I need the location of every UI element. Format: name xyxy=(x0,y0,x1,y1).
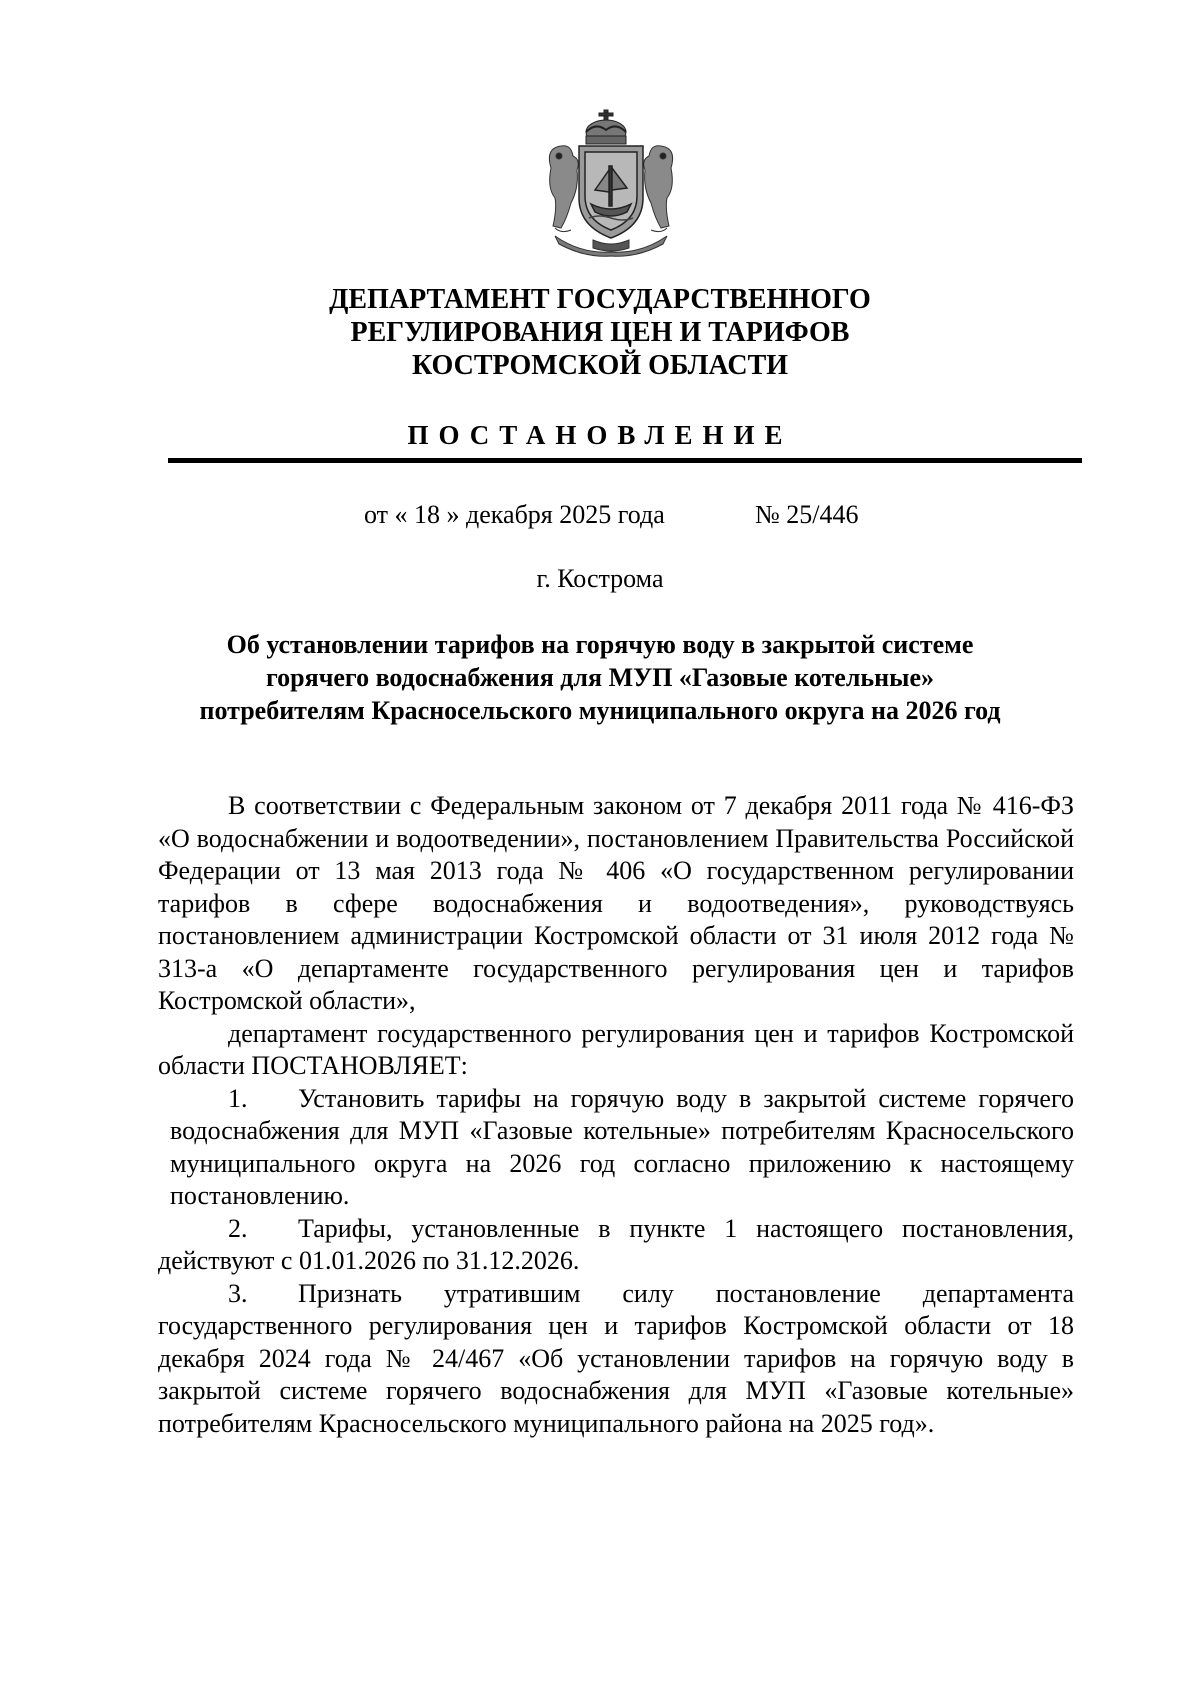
document-number: № 25/446 xyxy=(755,500,859,529)
resolves-paragraph: департамент государственного регулирования цен и тарифов Костромской области ПОСТАНОВЛЯЕТ: xyxy=(158,1018,1074,1080)
document-type: ПОСТАНОВЛЕНИЕ xyxy=(407,420,793,450)
document-date: от « 18 » декабря 2025 года xyxy=(364,500,665,529)
list-item xyxy=(158,1213,1074,1278)
item-text: Признать утратившим силу постановление департамента государственного регулирования цен и тарифов Костромской области от 18 декабря 2024 года № 24/467 «Об установлении тарифов на горячую воду в закрытой системе горячего водоснабжения для МУП «Газовые котельные» потребителям Красносельского муниципального района на 2025 год». xyxy=(158,1278,1074,1438)
department-line: РЕГУЛИРОВАНИЯ ЦЕН И ТАРИФОВ xyxy=(350,317,850,348)
item-text: Тарифы, установленные в пункте 1 настоящего постановления, действуют с 01.01.2026 по 31.12.2026. xyxy=(158,1213,1074,1275)
list-item xyxy=(158,1083,1074,1213)
document-title xyxy=(150,628,1050,727)
title-line: потребителям Красносельского муниципального округа на 2026 год xyxy=(199,696,1001,725)
department-line: КОСТРОМСКОЙ ОБЛАСТИ xyxy=(411,350,789,381)
document-body xyxy=(158,790,1074,1440)
title-line: Об установлении тарифов на горячую воду в закрытой системе xyxy=(226,630,974,659)
department-name xyxy=(200,283,1000,382)
coat-of-arms-icon xyxy=(541,108,681,258)
item-text: Установить тарифы на горячую воду в закрытой системе горячего водоснабжения для МУП «Газовые котельные» потребителям Красносельского муниципального округа на 2026 год согласно приложению к настоящему постановлению. xyxy=(170,1083,1074,1210)
department-line: ДЕПАРТАМЕНТ ГОСУДАРСТВЕННОГО xyxy=(329,284,871,315)
title-line: горячего водоснабжения для МУП «Газовые котельные» xyxy=(266,663,934,692)
item-number: 3. xyxy=(228,1278,248,1308)
list-item xyxy=(158,1278,1074,1441)
preamble-paragraph: В соответствии с Федеральным законом от 7 декабря 2011 года № 416-ФЗ «О водоснабжении и водоотведении», постановлением Правительства Российской Федерации от 13 мая 2013 года № 406 «О государственном регулировании тарифов в сфере водоснабжения и водоотведения», руководствуясь постановлением администрации Костромской области от 31 июля 2012 года № 313-а «О департаменте государственного регулирования цен и тарифов Костромской области», xyxy=(158,791,1074,1015)
header-divider xyxy=(168,458,1082,463)
item-number: 1. xyxy=(228,1083,248,1113)
document-city: г. Кострома xyxy=(536,564,664,593)
item-number: 2. xyxy=(228,1213,248,1243)
